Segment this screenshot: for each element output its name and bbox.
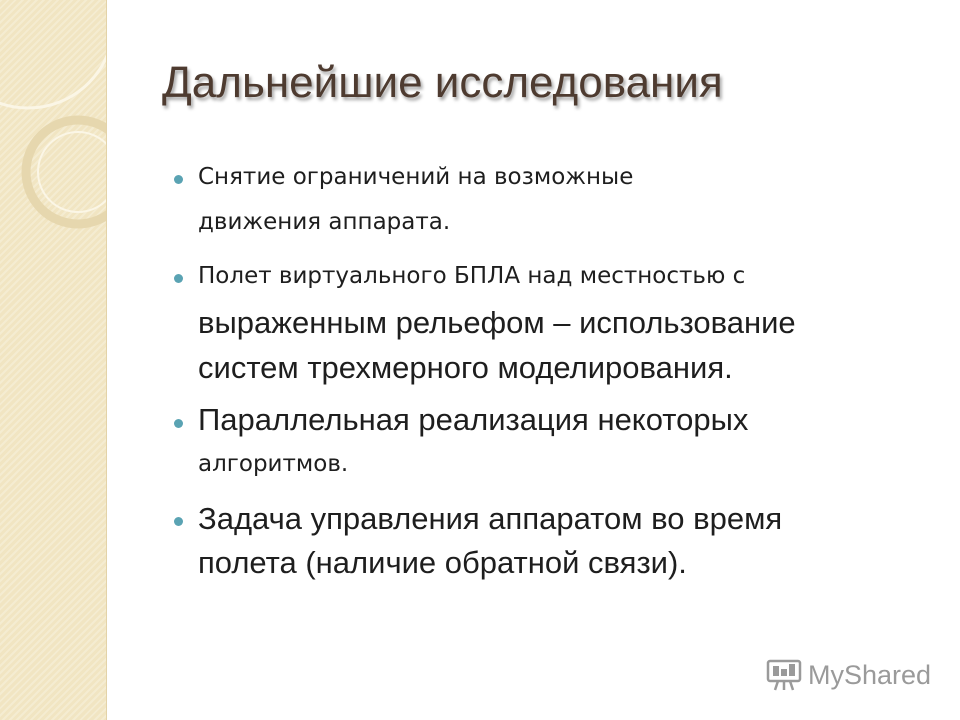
bullet-1-line-1: Снятие ограничений на возможные bbox=[198, 164, 634, 190]
bullet-4-line-2: полета (наличие обратной связи). bbox=[198, 545, 687, 580]
bullet-marker bbox=[174, 517, 183, 526]
bullet-3-line-1: Параллельная реализация некоторых bbox=[198, 402, 749, 437]
watermark-text: MyShared bbox=[808, 660, 932, 690]
bullet-1-line-2: движения аппарата. bbox=[198, 209, 451, 235]
bullet-2-line-3: систем трехмерного моделирования. bbox=[198, 350, 733, 385]
bullet-marker bbox=[174, 175, 183, 184]
bullet-2-line-1: Полет виртуального БПЛА над местностью с bbox=[198, 263, 746, 289]
bullet-marker bbox=[174, 419, 183, 428]
bullet-2-line-2: выраженным рельефом – использование bbox=[198, 305, 796, 340]
bullet-3-line-2: алгоритмов. bbox=[198, 451, 349, 477]
myshared-logo-icon bbox=[766, 658, 802, 692]
slide-title: Дальнейшие исследования bbox=[162, 58, 723, 107]
bullet-marker bbox=[174, 274, 183, 283]
bullet-4-line-1: Задача управления аппаратом во время bbox=[198, 501, 783, 536]
myshared-watermark[interactable] bbox=[766, 656, 936, 696]
